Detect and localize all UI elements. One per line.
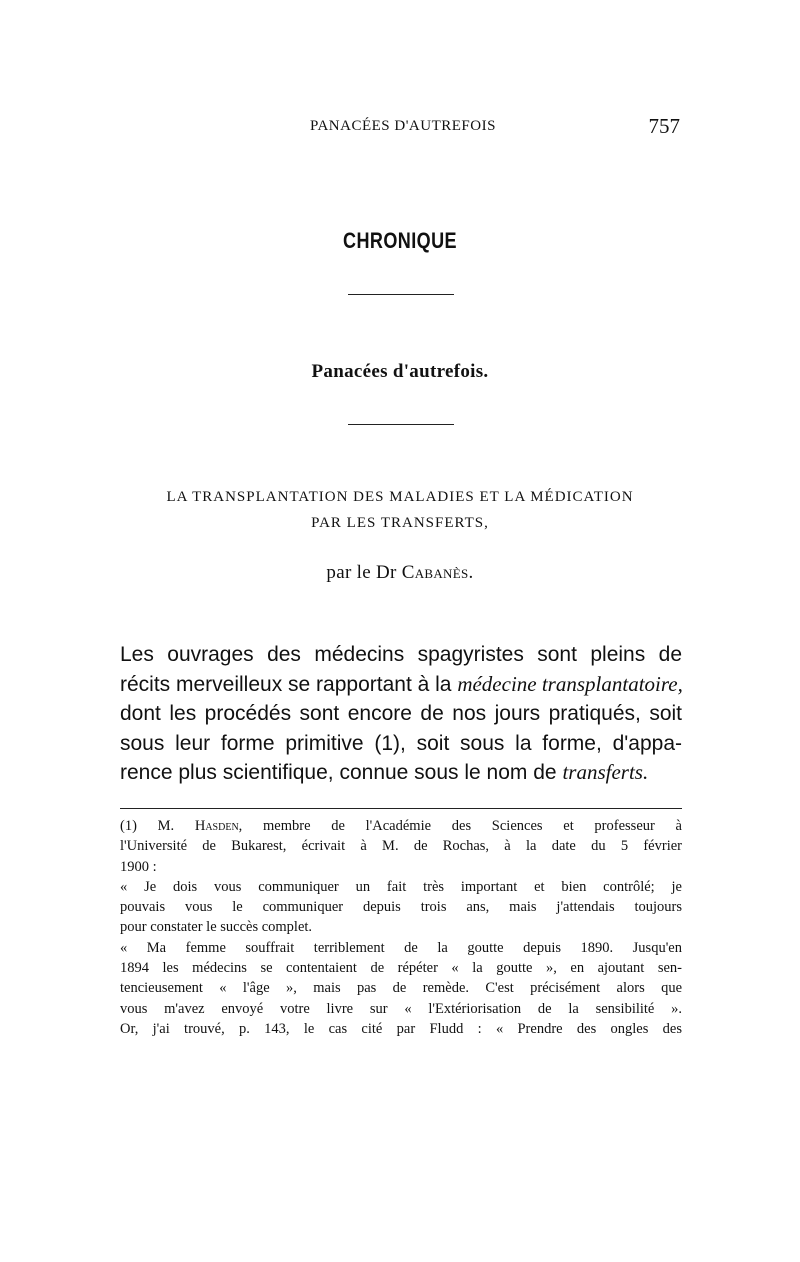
body-line: Les ouvrages des médecins spagyristes sont pleins de [120,643,682,666]
article-title-line-1: LA TRANSPLANTATION DES MALADIES ET LA MÉDICATION [166,489,634,505]
body-italic-run: médecine transplantatoire, [457,671,683,696]
body-paragraph [120,640,682,788]
running-title: PANACÉES D'AUTREFOIS [310,118,496,134]
body-line: dont les procédés sont encore de nos jours pratiqués, soit [120,702,682,725]
footnote-line: l'Université de Bukarest, écrivait à M. de Rochas, à la date du 5 février [120,838,682,855]
footnote-line: 1900 : [120,858,157,875]
footnote-line: tencieusement « l'âge », mais pas de remède. C'est précisément alors que [120,980,682,997]
section-subtitle: Panacées d'autrefois. [311,361,489,382]
divider-rule-top [348,294,454,295]
footnote-line: pouvais vous le communiquer depuis trois ans, mais j'attendais toujours [120,899,682,916]
footnote-marker-text: (1) M. [120,818,195,834]
body-text-run: récits merveilleux se rapportant à la [120,672,458,696]
byline-prefix: par le Dr [326,562,397,583]
body-line [120,670,682,700]
body-italic-run: transferts. [562,760,649,784]
footnote-person-name: Hasden [194,818,239,834]
body-text-run: rence plus scientifique, connue sous le nom de [120,761,563,784]
article-title [120,484,680,536]
footnote [120,816,682,1039]
footnote-line [120,816,682,836]
body-line [120,758,682,788]
footnote-line: « Ma femme souffrait terriblement de la goutte depuis 1890. Jusqu'en [120,939,682,956]
byline-author: Cabanès. [401,562,474,583]
body-line: sous leur forme primitive (1), soit sous la forme, d'appa- [120,731,682,755]
footnote-line: Or, j'ai trouvé, p. 143, le cas cité par Fludd : « Prendre des ongles des [120,1020,682,1037]
section-heading: CHRONIQUE [343,228,457,253]
footnote-line: vous m'avez envoyé votre livre sur « l'Extériorisation de la sensibilité ». [120,1000,682,1017]
byline [0,562,800,584]
divider-rule-bottom [348,424,454,425]
article-title-line-2: PAR LES TRANSFERTS, [311,515,489,531]
page-number: 757 [648,114,680,138]
running-header [120,116,680,140]
footnote-line: pour constater le succès complet. [120,919,313,936]
footnote-separator [120,808,682,809]
footnote-text-run: , membre de l'Académie des Sciences et professeur à [238,818,682,834]
footnote-line: « Je dois vous communiquer un fait très important et bien contrôlé; je [120,878,682,895]
footnote-line: 1894 les médecins se contentaient de répéter « la goutte », en ajoutant sen- [120,960,682,977]
